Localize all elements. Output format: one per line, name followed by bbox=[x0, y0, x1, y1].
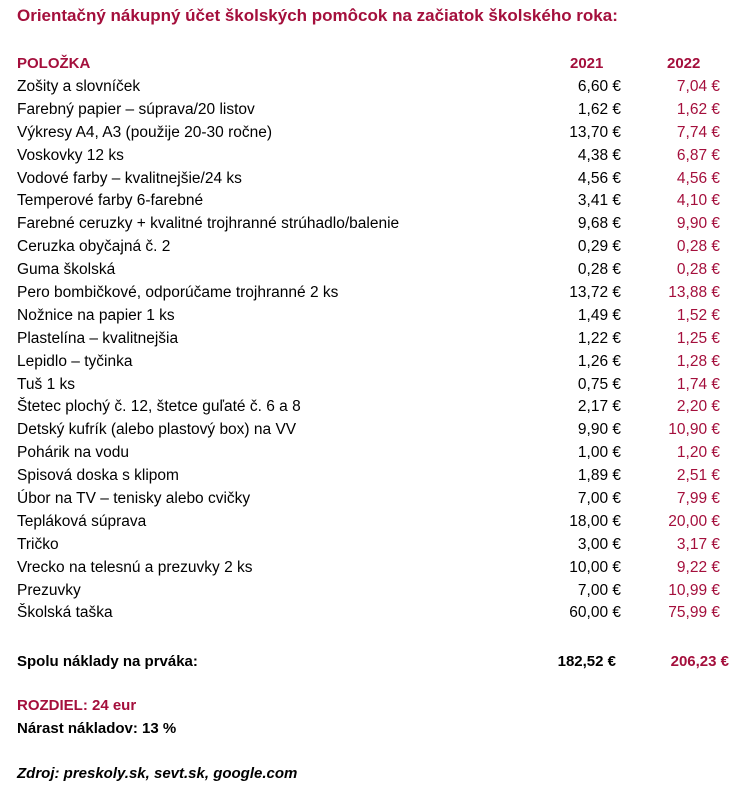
price-2021: 7,00 € bbox=[577, 490, 621, 508]
table-row bbox=[0, 145, 751, 168]
item-name: Spisová doska s klipom bbox=[17, 467, 179, 485]
table-row bbox=[0, 168, 751, 191]
table-row bbox=[0, 534, 751, 557]
difference-text: ROZDIEL: 24 eur bbox=[17, 697, 137, 714]
item-name: Plastelína – kvalitnejšia bbox=[17, 329, 179, 347]
item-name: Tuš 1 ks bbox=[17, 375, 75, 393]
price-2022: 1,20 € bbox=[676, 444, 720, 462]
price-2021: 13,70 € bbox=[569, 123, 621, 141]
price-2022: 3,17 € bbox=[676, 535, 720, 553]
price-2021: 9,68 € bbox=[577, 215, 621, 233]
item-name: Školská taška bbox=[17, 604, 113, 622]
price-2021: 3,41 € bbox=[577, 192, 621, 210]
item-name: Tričko bbox=[17, 535, 59, 553]
item-name: Detský kufrík (alebo plastový box) na VV bbox=[17, 421, 297, 439]
price-2021: 1,22 € bbox=[577, 329, 621, 347]
item-name: Temperové farby 6-farebné bbox=[17, 192, 204, 210]
table-row bbox=[0, 557, 751, 580]
price-2021: 18,00 € bbox=[569, 512, 621, 530]
price-2022: 2,51 € bbox=[676, 467, 720, 485]
item-name: Úbor na TV – tenisky alebo cvičky bbox=[17, 490, 251, 508]
price-2021: 0,28 € bbox=[577, 261, 621, 279]
column-header-2021: 2021 bbox=[570, 55, 604, 72]
total-row bbox=[0, 651, 751, 673]
price-2022: 9,22 € bbox=[676, 558, 720, 576]
items-table bbox=[0, 76, 751, 625]
table-row bbox=[0, 236, 751, 259]
table-row bbox=[0, 259, 751, 282]
item-name: Lepidlo – tyčinka bbox=[17, 352, 133, 370]
price-2021: 4,38 € bbox=[577, 146, 621, 164]
column-header-item: POLOŽKA bbox=[17, 55, 91, 72]
price-2021: 0,29 € bbox=[577, 238, 621, 256]
table-row bbox=[0, 374, 751, 397]
price-2022: 9,90 € bbox=[676, 215, 720, 233]
item-name: Farebné ceruzky + kvalitné trojhranné strúhadlo/balenie bbox=[17, 215, 400, 233]
table-row bbox=[0, 488, 751, 511]
table-row bbox=[0, 465, 751, 488]
table-row bbox=[0, 602, 751, 625]
table-row bbox=[0, 76, 751, 99]
item-name: Pohárik na vodu bbox=[17, 444, 130, 462]
price-2022: 10,99 € bbox=[668, 581, 720, 599]
price-2021: 1,26 € bbox=[577, 352, 621, 370]
price-2022: 7,04 € bbox=[676, 78, 720, 95]
price-2022: 0,28 € bbox=[676, 238, 720, 256]
price-2022: 1,52 € bbox=[676, 306, 720, 324]
price-2021: 4,56 € bbox=[577, 169, 621, 187]
item-name: Farebný papier – súprava/20 listov bbox=[17, 100, 255, 118]
item-name: Nožnice na papier 1 ks bbox=[17, 306, 175, 324]
price-2022: 1,25 € bbox=[676, 329, 720, 347]
table-row bbox=[0, 305, 751, 328]
price-2021: 1,49 € bbox=[577, 306, 621, 324]
price-2021: 60,00 € bbox=[569, 604, 621, 622]
item-name: Štetec plochý č. 12, štetce guľaté č. 6 a 8 bbox=[17, 398, 301, 416]
total-2022: 206,23 € bbox=[670, 653, 729, 670]
item-name: Zošity a slovníček bbox=[17, 78, 141, 95]
price-2021: 1,89 € bbox=[577, 467, 621, 485]
price-2021: 0,75 € bbox=[577, 375, 621, 393]
page-title: Orientačný nákupný účet školských pomôcok na začiatok školského roka: bbox=[17, 6, 618, 25]
item-name: Tepláková súprava bbox=[17, 512, 147, 530]
price-2021: 10,00 € bbox=[569, 558, 621, 576]
source-text: Zdroj: preskoly.sk, sevt.sk, google.com bbox=[17, 765, 298, 782]
price-2021: 1,00 € bbox=[577, 444, 621, 462]
table-row bbox=[0, 122, 751, 145]
price-2022: 75,99 € bbox=[668, 604, 720, 622]
price-2021: 3,00 € bbox=[577, 535, 621, 553]
price-2022: 1,74 € bbox=[676, 375, 720, 393]
price-2022: 1,28 € bbox=[676, 352, 720, 370]
item-name: Výkresy A4, A3 (použije 20-30 ročne) bbox=[17, 123, 273, 141]
growth-text: Nárast nákladov: 13 % bbox=[17, 720, 177, 737]
column-header-2022: 2022 bbox=[667, 55, 701, 72]
price-2022: 7,99 € bbox=[676, 490, 720, 508]
item-name: Ceruzka obyčajná č. 2 bbox=[17, 238, 171, 256]
item-name: Vodové farby – kvalitnejšie/24 ks bbox=[17, 169, 242, 187]
table-row bbox=[0, 190, 751, 213]
table-row bbox=[0, 419, 751, 442]
price-2022: 4,56 € bbox=[676, 169, 720, 187]
item-name: Guma školská bbox=[17, 261, 116, 279]
item-name: Vrecko na telesnú a prezuvky 2 ks bbox=[17, 558, 253, 576]
price-2022: 13,88 € bbox=[668, 284, 720, 302]
table-row bbox=[0, 328, 751, 351]
price-2021: 7,00 € bbox=[577, 581, 621, 599]
price-2021: 2,17 € bbox=[577, 398, 621, 416]
price-2021: 6,60 € bbox=[577, 78, 621, 95]
table-row bbox=[0, 396, 751, 419]
table-row bbox=[0, 580, 751, 603]
price-2022: 0,28 € bbox=[676, 261, 720, 279]
price-2021: 1,62 € bbox=[577, 100, 621, 118]
price-2022: 6,87 € bbox=[676, 146, 720, 164]
table-row bbox=[0, 213, 751, 236]
table-row bbox=[0, 351, 751, 374]
price-2022: 7,74 € bbox=[676, 123, 720, 141]
table-row bbox=[0, 511, 751, 534]
price-2022: 2,20 € bbox=[676, 398, 720, 416]
price-2021: 9,90 € bbox=[577, 421, 621, 439]
item-name: Prezuvky bbox=[17, 581, 81, 599]
price-2022: 20,00 € bbox=[668, 512, 720, 530]
item-name: Voskovky 12 ks bbox=[17, 146, 124, 164]
item-name: Pero bombičkové, odporúčame trojhranné 2 ks bbox=[17, 284, 339, 302]
price-2022: 4,10 € bbox=[676, 192, 720, 210]
total-label: Spolu náklady na prváka: bbox=[17, 653, 198, 670]
price-2022: 10,90 € bbox=[668, 421, 720, 439]
price-2021: 13,72 € bbox=[569, 284, 621, 302]
table-row bbox=[0, 99, 751, 122]
price-2022: 1,62 € bbox=[676, 100, 720, 118]
total-2021: 182,52 € bbox=[557, 653, 616, 670]
table-row bbox=[0, 442, 751, 465]
table-row bbox=[0, 282, 751, 305]
